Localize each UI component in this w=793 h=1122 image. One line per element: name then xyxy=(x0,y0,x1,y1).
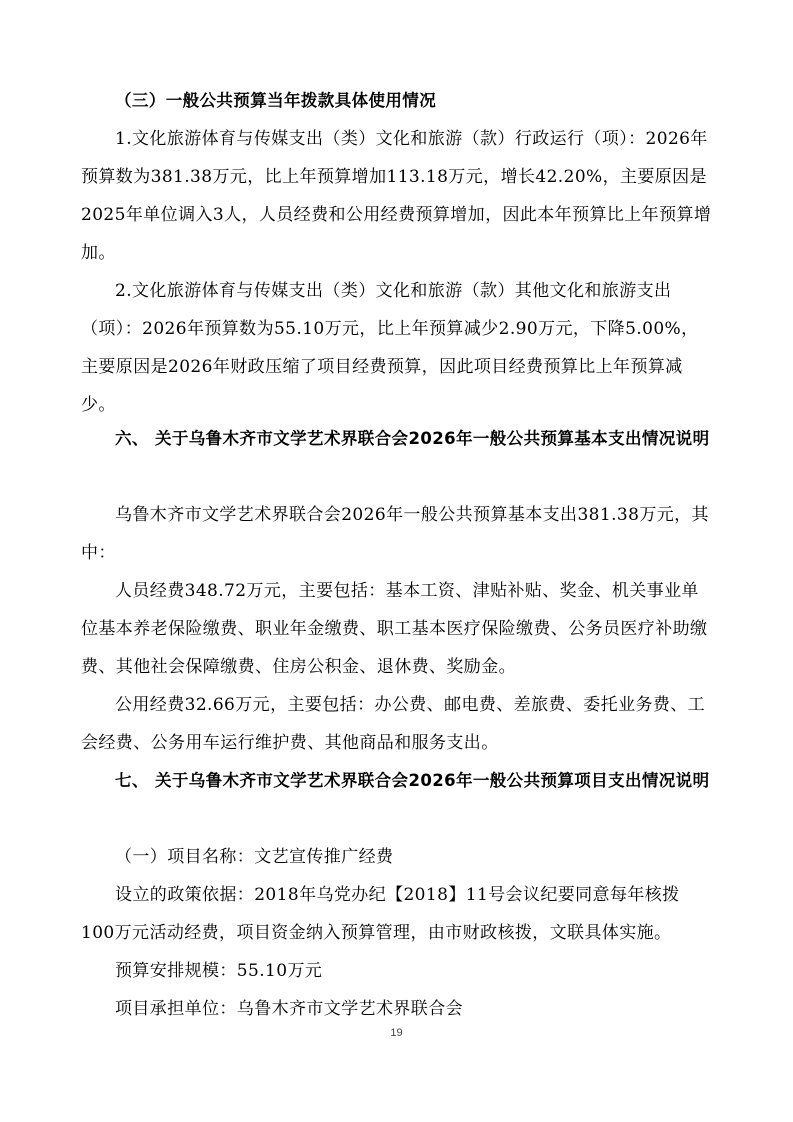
policy-basis-paragraph: 设立的政策依据：2018年乌党办纪【2018】11号会议纪要同意每年核拨100万元活动经费，项目资金纳入预算管理，由市财政核拨，文联具体实施。 xyxy=(81,885,680,943)
personnel-expense-paragraph: 人员经费348.72万元，主要包括：基本工资、津贴补贴、奖金、机关事业单位基本养老保险缴费、职业年金缴费、职工基本医疗保险缴费、公务员医疗补助缴费、其他社会保障缴费、住房公积金、退休费、奖励金。 xyxy=(81,581,708,677)
section-six-heading: 六、 关于乌鲁木齐市文学艺术界联合会2026年一般公共预算基本支出情况说明 xyxy=(115,429,710,448)
item-2-paragraph: 2.文化旅游体育与传媒支出（类）文化和旅游（款）其他文化和旅游支出（项）：2026年预算数为55.10万元，比上年预算减少2.90万元，下降5.00%，主要原因是2026年财政压缩了项目经费预算，因此项目经费预算比上年预算减少。 xyxy=(81,281,699,415)
page-number: 19 xyxy=(390,1027,403,1039)
item-1-paragraph: 1.文化旅游体育与传媒支出（类）文化和旅游（款）行政运行（项）：2026年预算数为381.38万元，比上年预算增加113.18万元，增长42.20%，主要原因是2025年单位调入3人，人员经费和公用经费预算增加，因此本年预算比上年预算增加。 xyxy=(81,129,712,263)
project-unit: 项目承担单位：乌鲁木齐市文学艺术界联合会 xyxy=(115,999,463,1019)
section-seven-heading: 七、 关于乌鲁木齐市文学艺术界联合会2026年一般公共预算项目支出情况说明 xyxy=(115,771,710,790)
budget-scale: 预算安排规模：55.10万元 xyxy=(115,961,323,981)
basic-expense-intro: 乌鲁木齐市文学艺术界联合会2026年一般公共预算基本支出381.38万元，其中： xyxy=(81,505,709,563)
section-three-heading: （三）一般公共预算当年拨款具体使用情况 xyxy=(115,91,437,110)
public-expense-paragraph: 公用经费32.66万元，主要包括：办公费、邮电费、差旅费、委托业务费、工会经费、公务用车运行维护费、其他商品和服务支出。 xyxy=(81,695,706,753)
project-name: （一）项目名称：文艺宣传推广经费 xyxy=(115,847,394,867)
